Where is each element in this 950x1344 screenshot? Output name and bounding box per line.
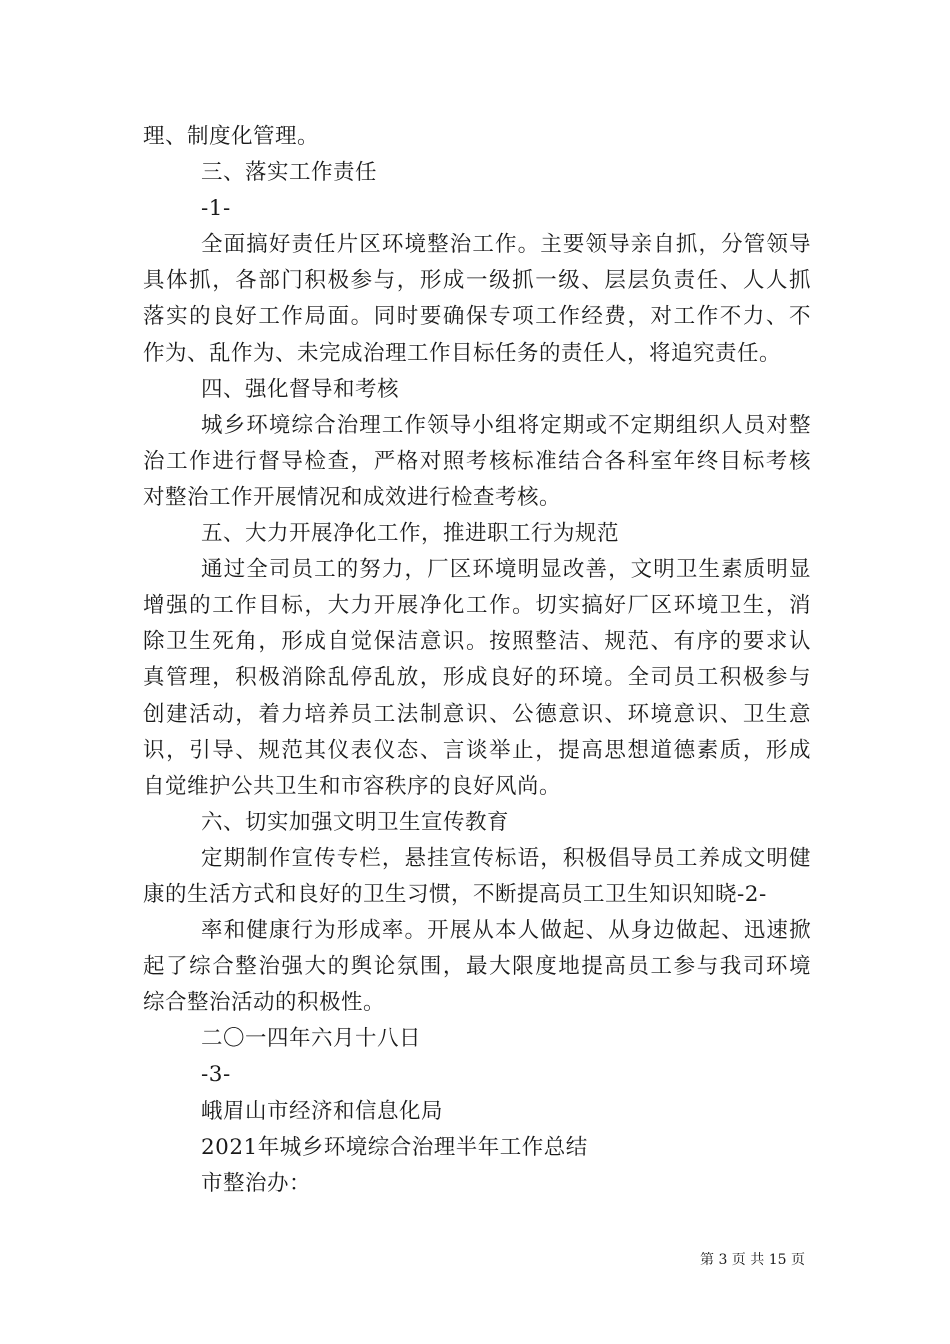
text-line: 综合整治活动的积极性。 bbox=[143, 990, 386, 1016]
text-line: 对整治工作开展情况和成效进行检查考核。 bbox=[143, 484, 562, 510]
page-marker: -1- bbox=[201, 196, 231, 222]
text-line: 治工作进行督导检查，严格对照考核标准结合各科室年终目标考核 bbox=[143, 448, 811, 474]
text-line: 率和健康行为形成率。开展从本人做起、从身边做起、迅速掀 bbox=[201, 918, 811, 944]
section-heading: 三、落实工作责任 bbox=[201, 160, 378, 186]
text-line: 增强的工作目标，大力开展净化工作。切实搞好厂区环境卫生，消 bbox=[143, 593, 811, 619]
section-heading: 六、切实加强文明卫生宣传教育 bbox=[201, 809, 510, 835]
text-line: 康的生活方式和良好的卫生习惯，不断提高员工卫生知识知晓-2- bbox=[143, 881, 767, 907]
text-line: 除卫生死角，形成自觉保洁意识。按照整洁、规范、有序的要求认 bbox=[143, 629, 811, 655]
page-marker: -3- bbox=[201, 1062, 231, 1088]
text-line: 定期制作宣传专栏，悬挂宣传标语，积极倡导员工养成文明健 bbox=[201, 845, 811, 871]
text-line: 识，引导、规范其仪表仪态、言谈举止，提高思想道德素质，形成 bbox=[143, 737, 811, 763]
text-line: 作为、乱作为、未完成治理工作目标任务的责任人，将追究责任。 bbox=[143, 340, 782, 366]
section-heading: 五、大力开展净化工作，推进职工行为规范 bbox=[201, 521, 620, 547]
section-heading: 四、强化督导和考核 bbox=[201, 376, 400, 402]
text-line: 起了综合整治强大的舆论氛围，最大限度地提高员工参与我司环境 bbox=[143, 954, 811, 980]
document-title: 2021年城乡环境综合治理半年工作总结 bbox=[201, 1134, 588, 1160]
text-line: 自觉维护公共卫生和市容秩序的良好风尚。 bbox=[143, 773, 562, 799]
text-line: 全面搞好责任片区环境整治工作。主要领导亲自抓，分管领导 bbox=[201, 232, 811, 258]
organization-name: 峨眉山市经济和信息化局 bbox=[201, 1098, 444, 1124]
text-line: 落实的良好工作局面。同时要确保专项工作经费，对工作不力、不 bbox=[143, 304, 811, 330]
date-line: 二〇一四年六月十八日 bbox=[201, 1026, 422, 1052]
text-line: 通过全司员工的努力，厂区环境明显改善，文明卫生素质明显 bbox=[201, 557, 811, 583]
page-number-footer: 第 3 页 共 15 页 bbox=[700, 1252, 805, 1268]
text-line: 创建活动，着力培养员工法制意识、公德意识、环境意识、卫生意 bbox=[143, 701, 811, 727]
document-body bbox=[143, 119, 811, 1202]
text-line: 具体抓，各部门积极参与，形成一级抓一级、层层负责任、人人抓 bbox=[143, 268, 811, 294]
addressee: 市整治办： bbox=[201, 1170, 312, 1196]
text-line: 真管理，积极消除乱停乱放，形成良好的环境。全司员工积极参与 bbox=[143, 665, 811, 691]
text-line: 理、制度化管理。 bbox=[143, 124, 320, 149]
text-line: 城乡环境综合治理工作领导小组将定期或不定期组织人员对整 bbox=[201, 412, 811, 438]
